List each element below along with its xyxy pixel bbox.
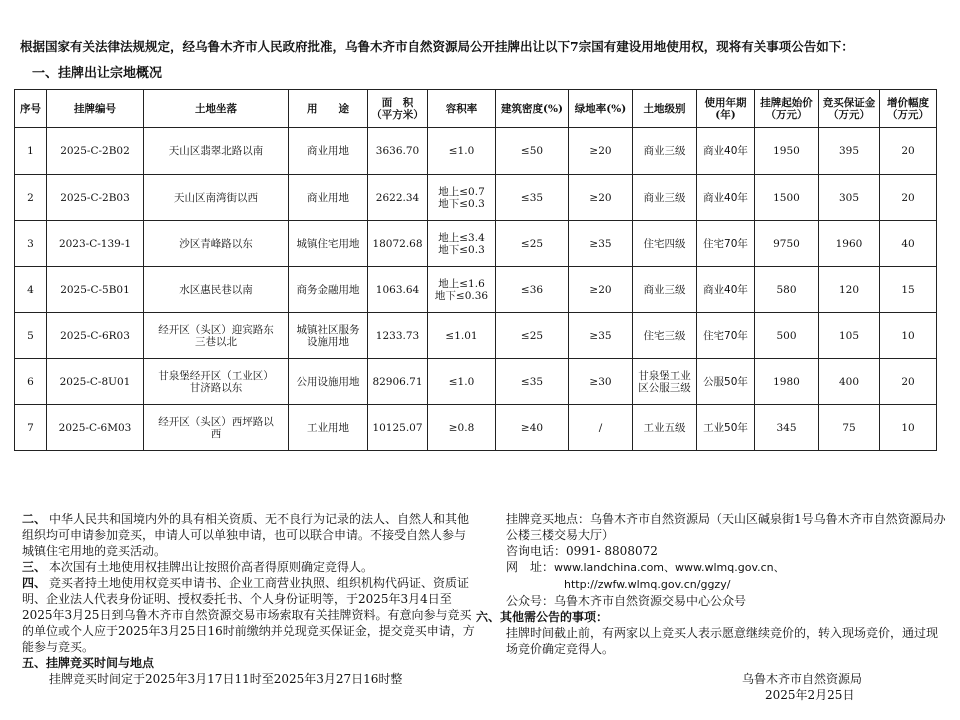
- website-link-2-text[interactable]: http://zwfw.wlmq.gov.cn/ggzy/: [564, 578, 731, 591]
- cell-code: 2023-C-139-1: [47, 221, 144, 267]
- cell-green: ≥20: [569, 128, 633, 175]
- section-4: [22, 575, 477, 655]
- header-deposit: [819, 90, 880, 128]
- cell-green: ≥20: [569, 175, 633, 221]
- cell-seq: 3: [15, 221, 47, 267]
- section-4-text: 竞买者持土地使用权竞买申请书、企业工商营业执照、组织机构代码证、资质证明、企业法人代表身份证明、授权委托书、个人身份证明等，于2025年3月4日至2025年3月25日到乌鲁木齐市自然资源交易市场索取有关挂牌资料。有意向参与竞买的单位或个人应于2025年3月25日16时前缴纳并兑现竞买保证金，提交竞买申请，方能参与竞买。: [22, 576, 475, 654]
- cell-code: 2025-C-2B02: [47, 128, 144, 175]
- cell-far: 地上≤1.6 地下≤0.36: [428, 267, 496, 313]
- cell-increment: 40: [880, 221, 937, 267]
- section-3: [22, 559, 477, 575]
- header-area-line2: （平方米）: [371, 108, 424, 121]
- cell-location: 天山区翡翠北路以南: [144, 128, 289, 175]
- header-far: 容积率: [428, 90, 496, 128]
- land-table: [14, 89, 937, 451]
- cell-green: /: [569, 405, 633, 451]
- table-row: [15, 221, 937, 267]
- table-row: [15, 405, 937, 451]
- cell-deposit: 75: [819, 405, 880, 451]
- cell-use: 城镇住宅用地: [289, 221, 368, 267]
- cell-term: 商业40年: [697, 128, 755, 175]
- cell-far: ≤1.0: [428, 359, 496, 405]
- section-3-text: 本次国有土地使用权挂牌出让按照价高者得原则确定竞得人。: [49, 560, 374, 574]
- table-row: [15, 359, 937, 405]
- cell-grade: 工业五级: [633, 405, 697, 451]
- cell-location: 天山区南湾街以西: [144, 175, 289, 221]
- cell-term: 住宅70年: [697, 313, 755, 359]
- cell-location: 沙区青峰路以东: [144, 221, 289, 267]
- cell-use: 商业用地: [289, 128, 368, 175]
- cell-green: ≥35: [569, 313, 633, 359]
- cell-grade: 住宅三级: [633, 313, 697, 359]
- cell-term: 工业50年: [697, 405, 755, 451]
- header-seq: 序号: [15, 90, 47, 128]
- website: [506, 559, 946, 576]
- header-start-price-line1: 挂牌起始价: [760, 96, 813, 109]
- cell-seq: 7: [15, 405, 47, 451]
- header-location: 土地坐落: [144, 90, 289, 128]
- cell-location: 经开区（头区）西坪路以 西: [144, 405, 289, 451]
- cell-density: ≤35: [496, 359, 569, 405]
- cell-grade: 商业三级: [633, 175, 697, 221]
- header-deposit-line2: （万元）: [828, 108, 870, 121]
- cell-deposit: 1960: [819, 221, 880, 267]
- cell-seq: 4: [15, 267, 47, 313]
- cell-use: 工业用地: [289, 405, 368, 451]
- cell-grade: 甘泉堡工业 区公服三级: [633, 359, 697, 405]
- cell-green: ≥20: [569, 267, 633, 313]
- cell-start-price: 1980: [755, 359, 819, 405]
- website-link-2[interactable]: [506, 576, 946, 593]
- cell-area: 3636.70: [368, 128, 428, 175]
- cell-area: 18072.68: [368, 221, 428, 267]
- table-row: [15, 128, 937, 175]
- header-deposit-line1: 竞买保证金: [822, 96, 876, 109]
- cell-use: 公用设施用地: [289, 359, 368, 405]
- cell-start-price: 1500: [755, 175, 819, 221]
- cell-green: ≥35: [569, 221, 633, 267]
- cell-deposit: 305: [819, 175, 880, 221]
- header-area: [368, 90, 428, 128]
- section-6-text: 挂牌时间截止前，有两家以上竞买人表示愿意继续竞价的，转入现场竞价，通过现场竞价确定竞得人。: [506, 626, 939, 656]
- cell-code: 2025-C-8U01: [47, 359, 144, 405]
- cell-use: 商务金融用地: [289, 267, 368, 313]
- header-term: [697, 90, 755, 128]
- cell-far: 地上≤3.4 地下≤0.3: [428, 221, 496, 267]
- cell-seq: 5: [15, 313, 47, 359]
- issue-date: 2025年2月25日: [765, 688, 855, 702]
- cell-increment: 20: [880, 175, 937, 221]
- cell-density: ≤25: [496, 221, 569, 267]
- cell-location: 甘泉堡经开区（工业区） 甘济路以东: [144, 359, 289, 405]
- cell-area: 2622.34: [368, 175, 428, 221]
- header-grade: 土地级别: [633, 90, 697, 128]
- table-header-row: [15, 90, 937, 128]
- table-body: [15, 128, 937, 451]
- cell-far: ≥0.8: [428, 405, 496, 451]
- intro-text: 根据国家有关法律法规规定，经乌鲁木齐市人民政府批准，乌鲁木齐市自然资源局公开挂牌出让以下7宗国有建设用地使用权，现将有关事项公告如下：: [20, 39, 854, 54]
- header-term-line1: 使用年期: [704, 96, 747, 109]
- cell-grade: 商业三级: [633, 267, 697, 313]
- cell-grade: 住宅四级: [633, 221, 697, 267]
- cell-increment: 10: [880, 405, 937, 451]
- section-5-text: 挂牌竞买时间定于2025年3月17日11时至2025年3月27日16时整: [49, 672, 403, 686]
- header-use: 用 途: [289, 90, 368, 128]
- section-2-text: 中华人民共和国境内外的具有相关资质、无不良行为记录的法人、自然人和其他组织均可申请参加竞买，申请人可以单独申请，也可以联合申请。不接受自然人参与城镇住宅用地的竞买活动。: [22, 512, 470, 558]
- right-column: [476, 511, 946, 657]
- cell-increment: 20: [880, 128, 937, 175]
- cell-area: 1233.73: [368, 313, 428, 359]
- cell-density: ≥40: [496, 405, 569, 451]
- section-3-number: 三、: [22, 560, 47, 574]
- cell-grade: 商业三级: [633, 128, 697, 175]
- table-row: [15, 267, 937, 313]
- cell-start-price: 1950: [755, 128, 819, 175]
- cell-seq: 6: [15, 359, 47, 405]
- table-row: [15, 313, 937, 359]
- signer: 乌鲁木齐市自然资源局: [742, 672, 863, 686]
- cell-deposit: 120: [819, 267, 880, 313]
- section-1-title: 一、挂牌出让宗地概况: [32, 66, 163, 81]
- cell-increment: 10: [880, 313, 937, 359]
- header-density: 建筑密度(%): [496, 90, 569, 128]
- auction-place: 挂牌竞买地点：乌鲁木齐市自然资源局（天山区碱泉街1号乌鲁木齐市自然资源局办公楼三楼交易大厅）: [506, 512, 946, 542]
- cell-term: 公服50年: [697, 359, 755, 405]
- header-start-price: [755, 90, 819, 128]
- cell-far: ≤1.01: [428, 313, 496, 359]
- cell-code: 2025-C-2B03: [47, 175, 144, 221]
- header-increment-line1: 增价幅度: [887, 96, 929, 109]
- cell-area: 82906.71: [368, 359, 428, 405]
- cell-location: 水区惠民巷以南: [144, 267, 289, 313]
- cell-far: ≤1.0: [428, 128, 496, 175]
- contact-phone: 咨询电话：0991- 8808072: [506, 544, 658, 558]
- website-link-1[interactable]: www.landchina.com、www.wlmq.gov.cn、: [554, 561, 785, 574]
- cell-start-price: 9750: [755, 221, 819, 267]
- cell-area: 1063.64: [368, 267, 428, 313]
- cell-seq: 1: [15, 128, 47, 175]
- cell-green: ≥30: [569, 359, 633, 405]
- header-start-price-line2: （万元）: [765, 108, 808, 121]
- cell-use: 商业用地: [289, 175, 368, 221]
- section-2-number: 二、: [22, 512, 47, 526]
- cell-start-price: 345: [755, 405, 819, 451]
- cell-area: 10125.07: [368, 405, 428, 451]
- cell-term: 住宅70年: [697, 221, 755, 267]
- cell-deposit: 105: [819, 313, 880, 359]
- cell-code: 2025-C-6M03: [47, 405, 144, 451]
- table-row: [15, 175, 937, 221]
- cell-use: 城镇社区服务 设施用地: [289, 313, 368, 359]
- cell-seq: 2: [15, 175, 47, 221]
- cell-density: ≤35: [496, 175, 569, 221]
- website-label: 网 址：: [506, 560, 555, 574]
- cell-start-price: 500: [755, 313, 819, 359]
- section-4-number: 四、: [22, 576, 47, 590]
- header-green: 绿地率(%): [569, 90, 633, 128]
- cell-start-price: 580: [755, 267, 819, 313]
- wechat-account: 公众号：乌鲁木齐市自然资源交易中心公众号: [506, 594, 747, 608]
- cell-increment: 20: [880, 359, 937, 405]
- section-5-title: 五、挂牌竞买时间与地点: [22, 656, 155, 670]
- header-increment: [880, 90, 937, 128]
- cell-term: 商业40年: [697, 175, 755, 221]
- header-increment-line2: （万元）: [887, 108, 929, 121]
- section-6-title: 六、其他需公告的事项：: [476, 610, 609, 624]
- section-2: [22, 511, 477, 559]
- cell-deposit: 400: [819, 359, 880, 405]
- left-column: [22, 511, 477, 687]
- header-term-line2: (年): [715, 108, 736, 121]
- cell-density: ≤25: [496, 313, 569, 359]
- cell-density: ≤50: [496, 128, 569, 175]
- cell-code: 2025-C-6R03: [47, 313, 144, 359]
- cell-deposit: 395: [819, 128, 880, 175]
- cell-far: 地上≤0.7 地下≤0.3: [428, 175, 496, 221]
- cell-increment: 15: [880, 267, 937, 313]
- header-area-line1: 面 积: [381, 96, 414, 109]
- cell-location: 经开区（头区）迎宾路东 三巷以北: [144, 313, 289, 359]
- header-code: 挂牌编号: [47, 90, 144, 128]
- cell-term: 商业40年: [697, 267, 755, 313]
- cell-density: ≤36: [496, 267, 569, 313]
- cell-code: 2025-C-5B01: [47, 267, 144, 313]
